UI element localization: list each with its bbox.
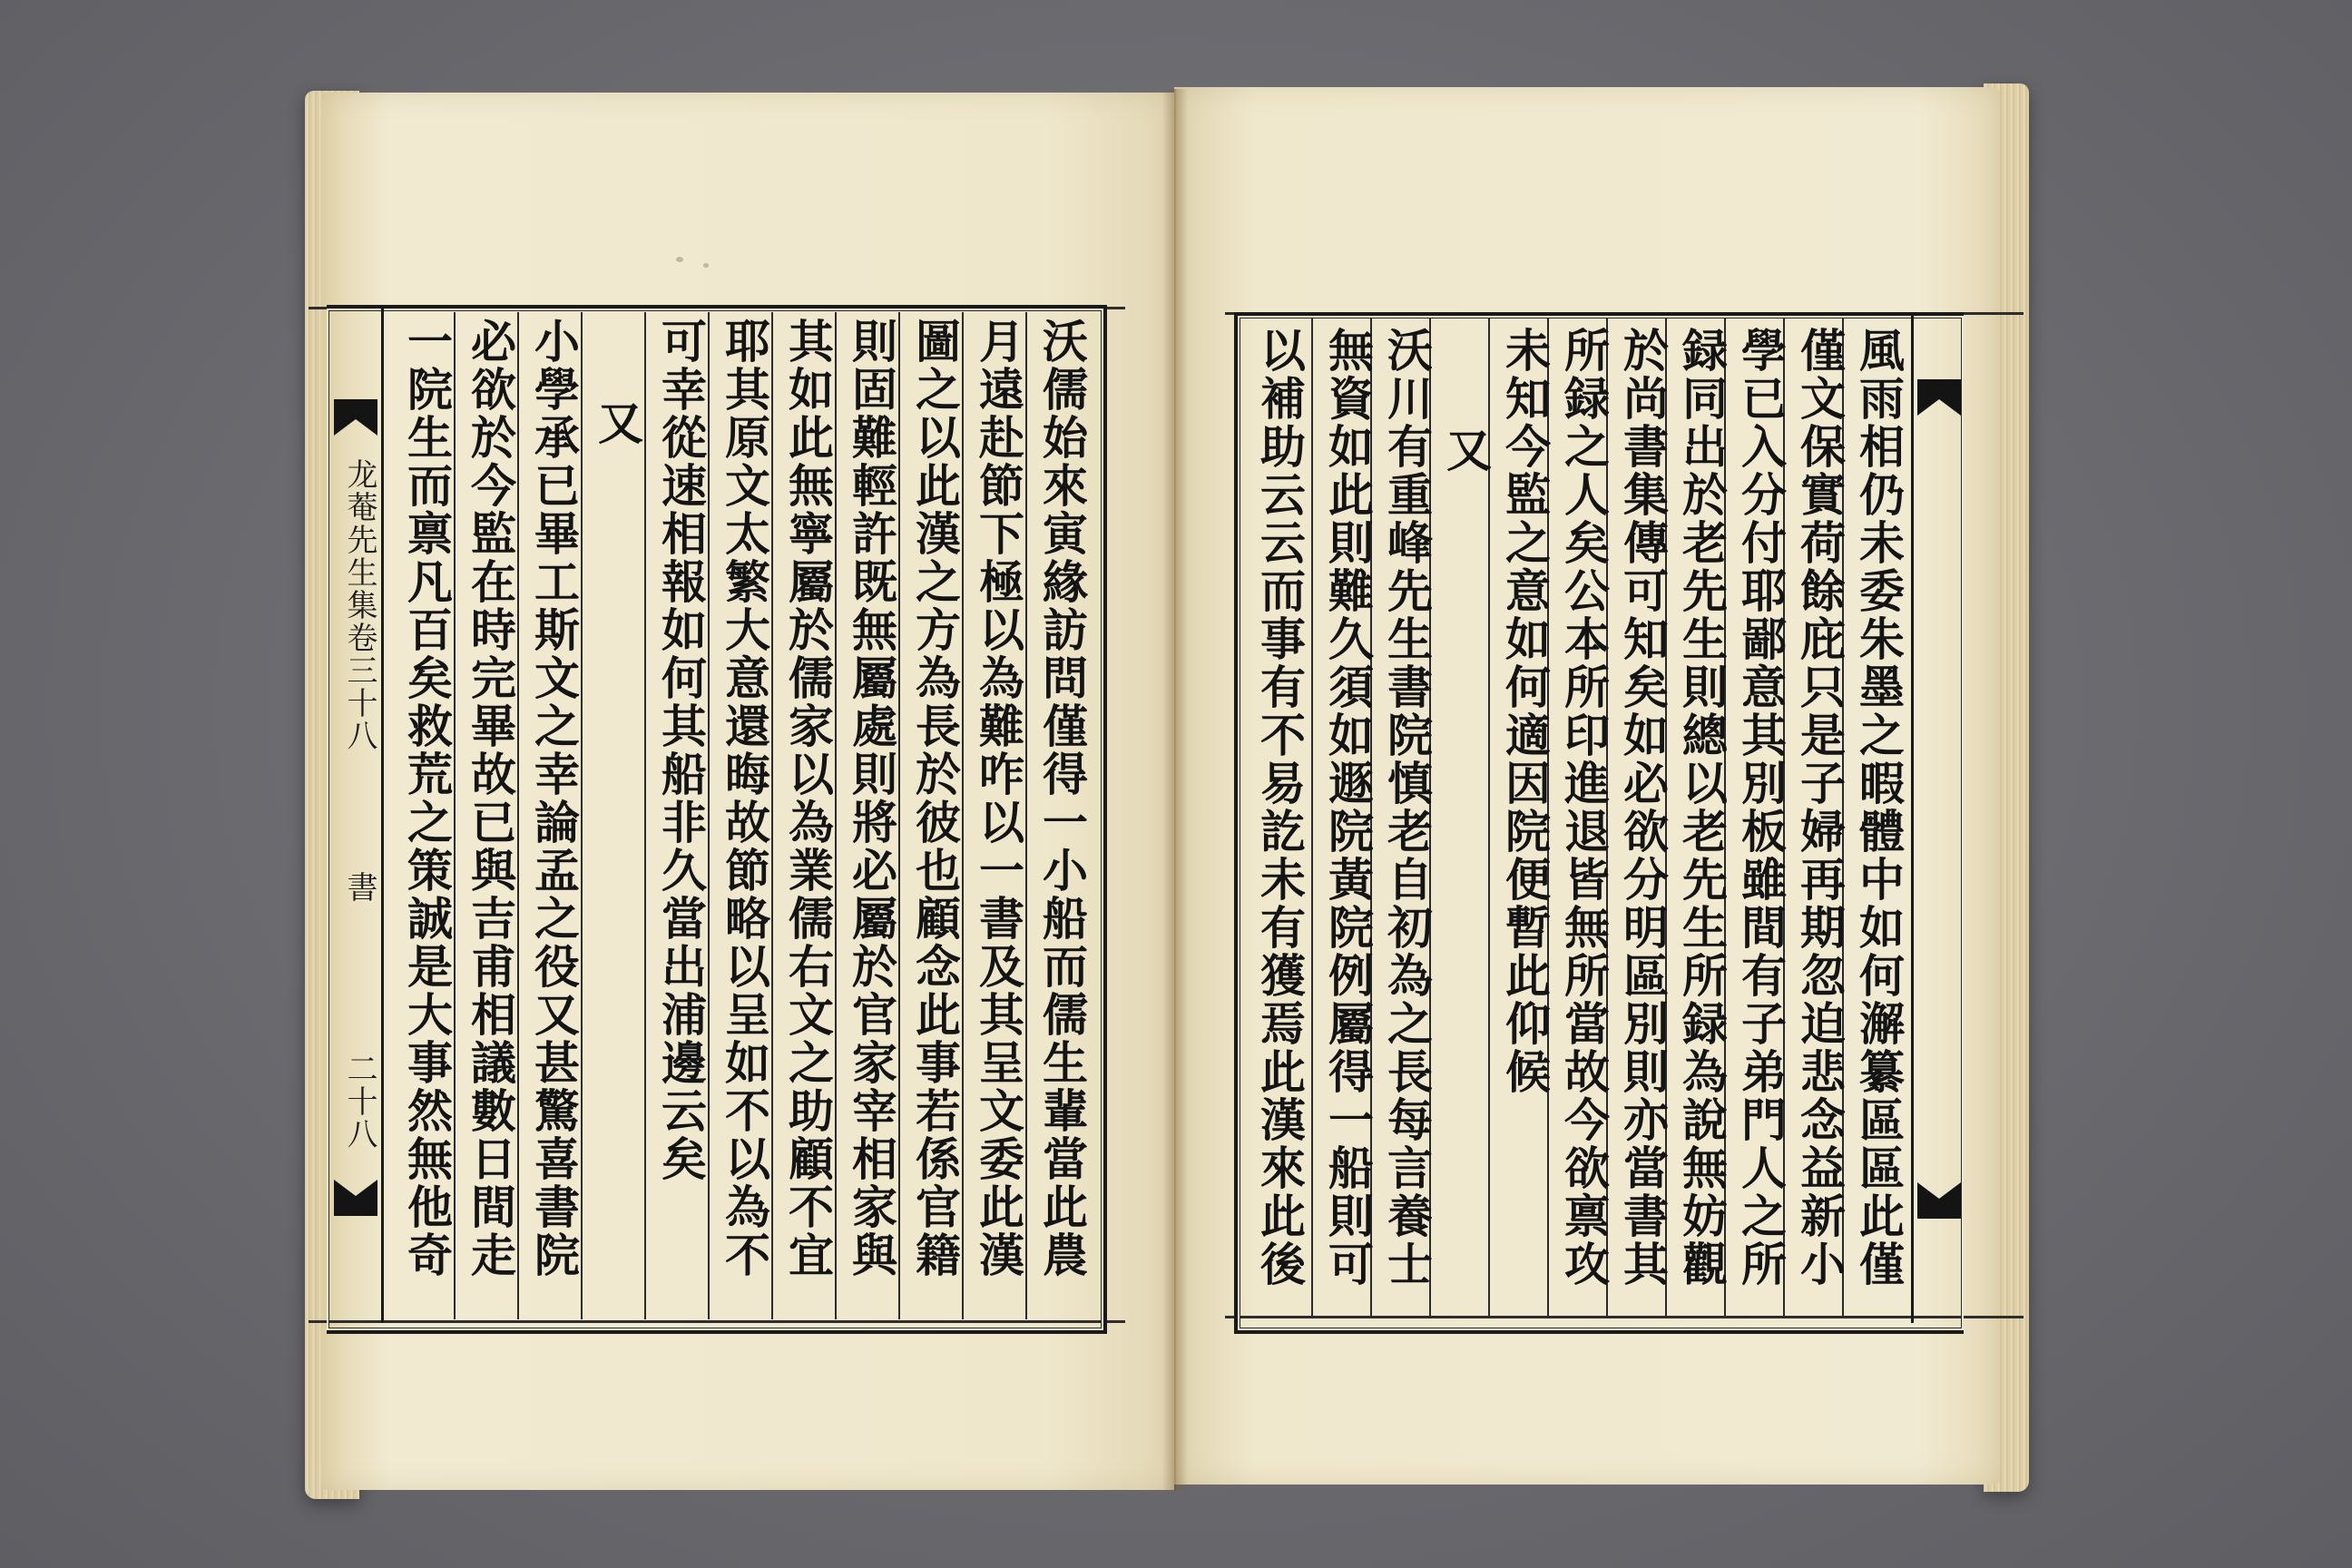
right-column-11: 以補助云云而事有不易訖未有獲焉此漢來此後 [1253, 327, 1307, 1289]
left-column-5: 其如此無寧屬於儒家以為業儒右文之助顧不宜 [781, 318, 835, 1279]
book-gutter [1162, 89, 1188, 1491]
column-rule [644, 312, 646, 1319]
right-column-5: 於尚書集傳可知矣如必欲分明區別則亦當書其 [1616, 327, 1670, 1289]
column-rule [835, 312, 837, 1319]
right-column-3: 學已入分付耶鄙意其別板雖間有子弟門人之所 [1734, 327, 1788, 1289]
right-center-margin [1911, 316, 1961, 1323]
collection-title: 龙菴先生集卷三十八 [341, 458, 377, 752]
column-rule [454, 312, 456, 1319]
fishtail-mark-bottom [1917, 1182, 1961, 1219]
right-column-4: 録同出於老先生則總以老先生所録為說無妨觀 [1675, 327, 1729, 1289]
left-column-1: 沃儒始來寅緣訪問僅得一小船而儒生輩當此農 [1035, 318, 1089, 1279]
fishtail-mark-top [1917, 379, 1961, 416]
left-column-9: 小學承已畢工斯文之幸論孟之役又甚驚喜書院 [527, 318, 581, 1279]
right-column-heading-you: 又 [1439, 426, 1493, 475]
right-column-10: 無資如此則難久須如遯院黃院例屬得一船則可 [1321, 327, 1375, 1289]
column-rule [1311, 318, 1313, 1316]
column-rule [708, 312, 710, 1319]
right-column-1: 風雨相仍未委朱墨之暇體中如何澥纂區區此僅 [1852, 327, 1906, 1289]
ink-speck [703, 263, 709, 268]
column-rule [962, 312, 964, 1319]
right-column-6: 所録之人矣公本所印進退皆無所當故今欲禀攻 [1557, 327, 1611, 1289]
column-rule [1025, 312, 1027, 1319]
column-rule [581, 312, 583, 1319]
right-column-7: 未知今監之意如何適因院便暫此仰候 [1498, 327, 1552, 1096]
left-column-4: 則固難輕許既無屬處則將必屬於官家宰相家與 [845, 318, 898, 1279]
left-column-3: 圖之以此漢之方為長於彼也顧念此事若係官籍 [908, 318, 962, 1279]
left-column-7: 可幸從速相報如何其船非久當出浦邊云矣 [654, 318, 708, 1183]
left-column-2: 月遠赴節下極以為難咋以一書及其呈文委此漢 [972, 318, 1025, 1279]
left-column-11: 一院生而禀凡百矣救荒之策誠是大事然無他奇 [400, 318, 454, 1279]
left-column-10: 必欲於今監在時完畢故已與吉甫相議數日間走 [464, 318, 517, 1279]
section-label: 書 [341, 871, 377, 904]
fishtail-mark-bottom [334, 1180, 377, 1216]
column-rule [898, 312, 900, 1319]
right-column-2: 僅文保實荷餘庇只是子婦再期忽迫悲念益新小 [1793, 327, 1847, 1289]
right-column-9: 沃川有重峰先生書院慎老自初為之長每言養士 [1380, 327, 1434, 1289]
left-column-6: 耶其原文太繁大意還晦故節略以呈如不以為不 [718, 318, 771, 1279]
left-column-heading-you: 又 [591, 399, 644, 447]
column-rule [517, 312, 519, 1319]
fishtail-mark-top [334, 399, 377, 436]
page-number: 二十八 [341, 1053, 377, 1151]
left-center-margin [330, 309, 384, 1323]
column-rule [771, 312, 773, 1319]
ink-speck [676, 257, 683, 262]
